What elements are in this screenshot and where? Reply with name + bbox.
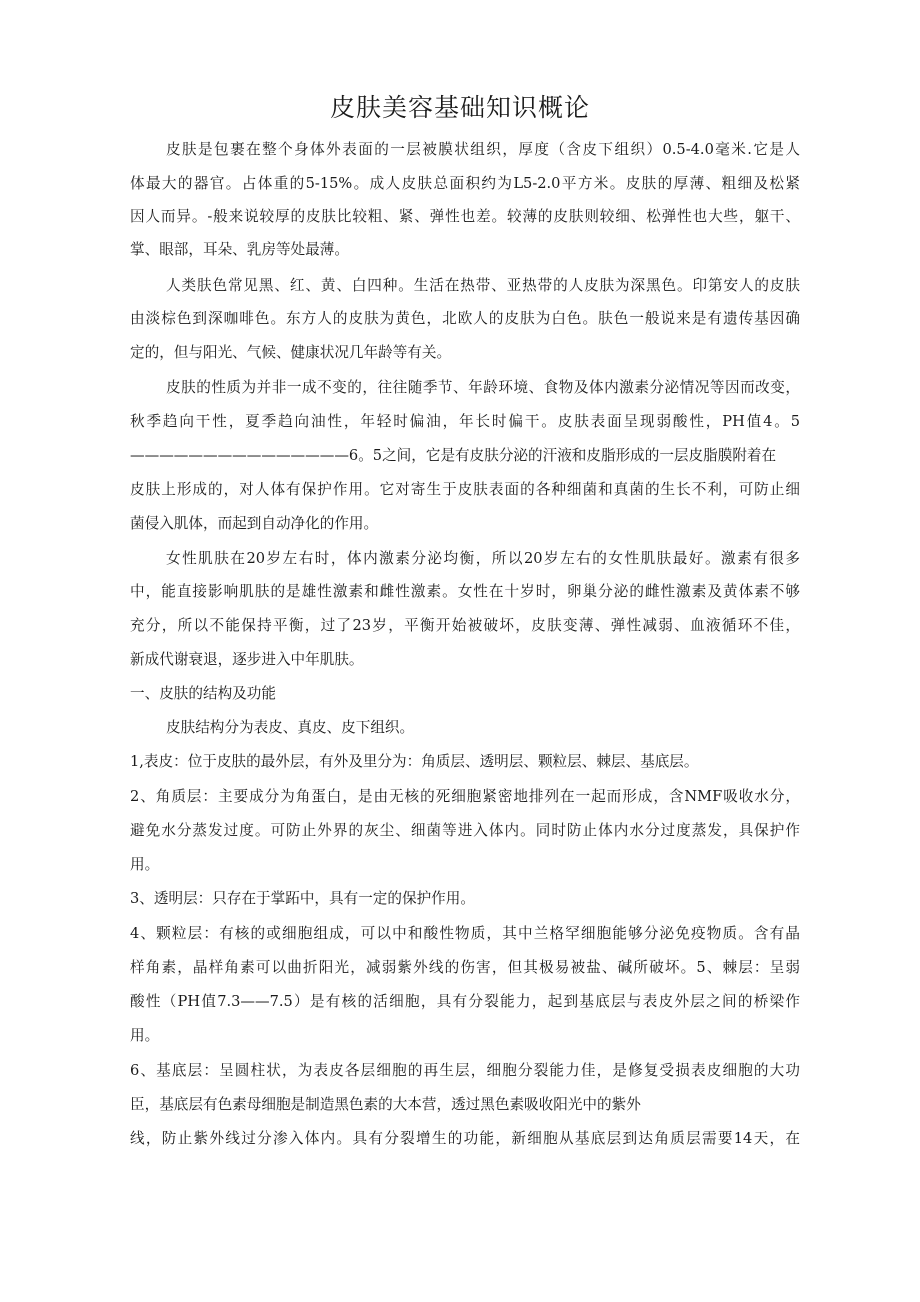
text-line: 充分，所以不能保持平衡，过了23岁，平衡开始被破坏，皮肤变薄、弹性减弱、血液循环不佳， (130, 617, 800, 634)
text-line: 酸性（PH值7.3——7.5）是有核的活细胞，具有分裂能力，起到基底层与表皮外层之间的桥梁作 (130, 993, 800, 1010)
text-line: 掌、眼部，耳朵、乳房等处最薄。 (130, 241, 349, 258)
text-line: 定的，但与阳光、气候、健康状况几年龄等有关。 (130, 344, 452, 361)
text-line: 臣，基底层有色素母细胞是制造黑色素的大本营，透过黑色素吸收阳光中的紫外 (130, 1096, 641, 1113)
text-line: 人类肤色常见黑、红、黄、白四种。生活在热带、亚热带的人皮肤为深黑色。印第安人的皮肤 (166, 277, 800, 294)
text-line: 线，防止紫外线过分渗入体内。具有分裂增生的功能，新细胞从基底层到达角质层需要14天，在 (130, 1130, 800, 1147)
text-line: 用。 (130, 1027, 160, 1044)
text-line: 体最大的器官。占体重的5-15%。成人皮肤总面积约为L5-2.0平方米。皮肤的厚薄、粗细及松紧 (130, 175, 800, 192)
text-line: 6、基底层：呈圆柱状，为表皮各层细胞的再生层，细胞分裂能力佳，是修复受损表皮细胞的大功 (130, 1062, 800, 1079)
text-line: 皮肤是包裹在整个身体外表面的一层被膜状组织，厚度（含皮下组织）0.5-4.0毫米.它是人 (166, 141, 800, 158)
text-line: 女性肌肤在20岁左右时，体内激素分泌均衡，所以20岁左右的女性肌肤最好。激素有很多 (166, 550, 800, 567)
text-line: 由淡棕色到深咖啡色。东方人的皮肤为黄色，北欧人的皮肤为白色。肤色一般说来是有遗传基因确 (130, 310, 800, 327)
text-line: 2、角质层：主要成分为角蛋白，是由无核的死细胞紧密地排列在一起而形成，含NMF吸收水分， (130, 788, 800, 805)
text-line: 避免水分蒸发过度。可防止外界的灰尘、细菌等进入体内。同时防止体内水分过度蒸发，具保护作 (130, 822, 800, 839)
section-heading: 一、皮肤的结构及功能 (130, 685, 276, 702)
text-line: 新成代谢衰退，逐步进入中年肌肤。 (130, 651, 364, 668)
text-line: 因人而异。-般来说较厚的皮肤比较粗、紧、弹性也差。较薄的皮肤则较细、松弹性也大些，躯干、 (130, 208, 800, 225)
text-line: 样角素，晶样角素可以曲折阳光，减弱紫外线的伤害，但其极易被盐、碱所破坏。5、棘层：呈弱 (130, 959, 800, 976)
text-line: 秋季趋向干性，夏季趋向油性，年轻时偏油，年长时偏干。皮肤表面呈现弱酸性，PH值4。5 (130, 413, 800, 430)
text-line: ———————————————6。5之间，它是有皮肤分泌的汗液和皮脂形成的一层皮脂膜附着在 (130, 447, 777, 464)
text-line: 4、颗粒层：有核的或细胞组成，可以中和酸性物质，其中兰格罕细胞能够分泌免疫物质。含有晶 (130, 925, 800, 942)
text-line: 1,表皮：位于皮肤的最外层，有外及里分为：角质层、透明层、颗粒层、棘层、基底层。 (130, 753, 699, 770)
text-line: 皮肤上形成的，对人体有保护作用。它对寄生于皮肤表面的各种细菌和真菌的生长不利，可防止细 (130, 481, 800, 498)
text-line: 中，能直接影响肌肤的是雄性激素和雌性激素。女性在十岁时，卵巢分泌的雌性激素及黄体素不够 (130, 583, 800, 600)
text-line: 皮肤结构分为表皮、真皮、皮下组织。 (166, 719, 415, 736)
text-line: 用。 (130, 856, 160, 873)
page-title: 皮肤美容基础知识概论 (329, 93, 590, 122)
text-line: 皮肤的性质为并非一成不变的，往往随季节、年龄环境、食物及体内激素分泌情况等因而改变， (166, 379, 800, 396)
text-line: 菌侵入肌体，而起到自动净化的作用。 (130, 515, 379, 532)
text-line: 3、透明层：只存在于掌跖中，具有一定的保护作用。 (130, 890, 475, 907)
